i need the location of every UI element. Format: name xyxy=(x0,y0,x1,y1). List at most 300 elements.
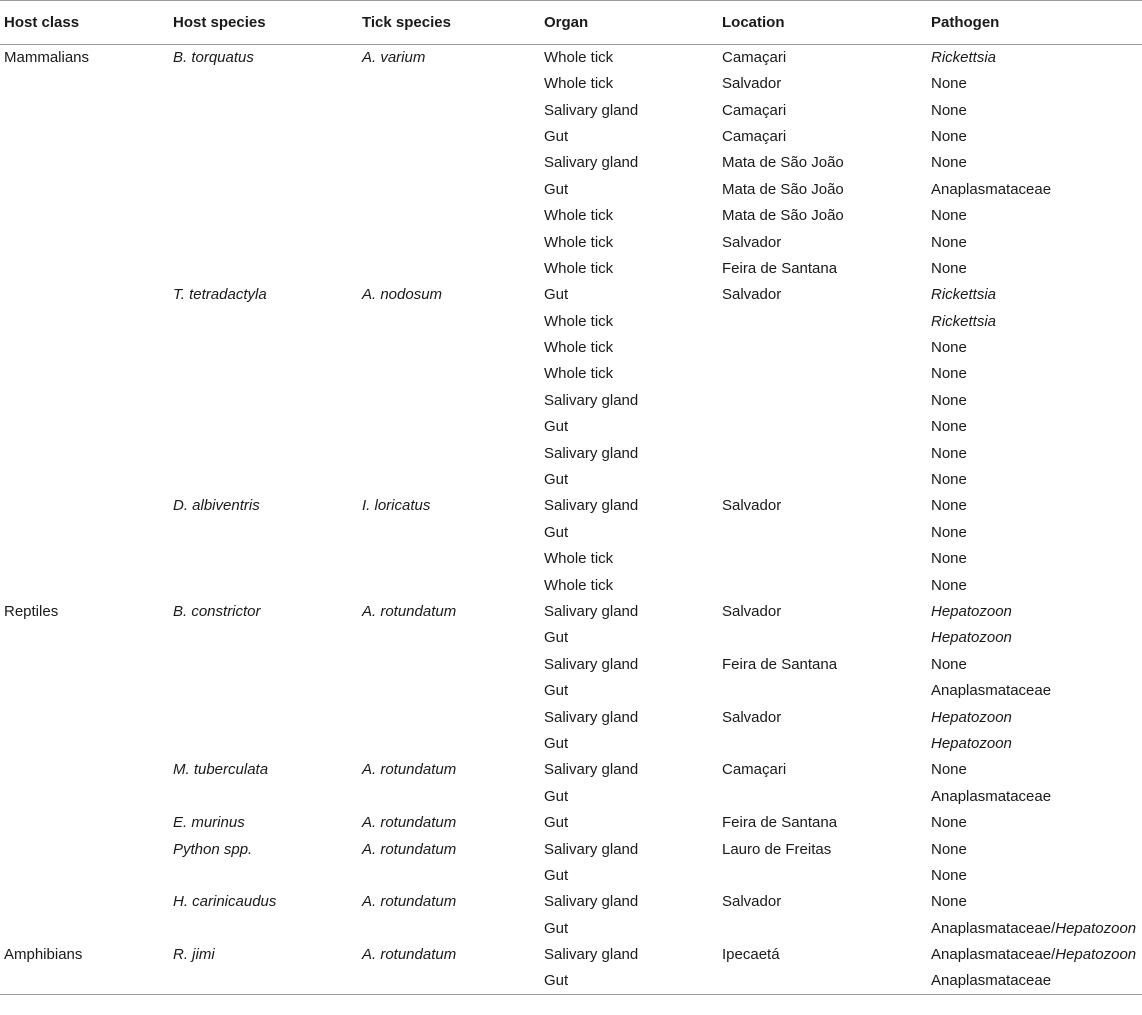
cell-pathogen xyxy=(927,150,1142,176)
cell-host-species-text: M. tuberculata xyxy=(173,761,269,779)
cell-organ-text: Salivary gland xyxy=(544,444,639,462)
cell-pathogen-text: Anaplasmataceae/ xyxy=(931,946,1056,964)
cell-host-species xyxy=(169,810,358,836)
cell-location xyxy=(718,916,927,942)
cell-tick-species-text: A. nodosum xyxy=(362,286,443,304)
cell-location xyxy=(718,678,927,704)
cell-host-species xyxy=(169,309,358,335)
cell-location xyxy=(718,97,927,123)
cell-location xyxy=(718,256,927,282)
cell-location-text: Salvador xyxy=(722,286,782,304)
cell-pathogen-text: None xyxy=(931,497,967,515)
cell-organ xyxy=(540,361,718,387)
cell-location-text: Salvador xyxy=(722,497,782,515)
cell-location xyxy=(718,361,927,387)
cell-tick-species xyxy=(358,282,540,308)
cell-organ-text: Gut xyxy=(544,286,569,304)
cell-organ-text: Whole tick xyxy=(544,49,614,66)
cell-pathogen-text: None xyxy=(931,259,967,277)
cell-host-species xyxy=(169,388,358,414)
cell-pathogen xyxy=(927,45,1142,72)
cell-location xyxy=(718,757,927,783)
table-row xyxy=(0,678,1142,704)
cell-organ xyxy=(540,704,718,730)
cell-pathogen-suffix: Hepatozoon xyxy=(1055,946,1137,964)
cell-host-species xyxy=(169,229,358,255)
cell-location-text: Mata de São João xyxy=(722,180,844,198)
cell-host-species xyxy=(169,45,358,72)
table-row xyxy=(0,309,1142,335)
cell-location xyxy=(718,282,927,308)
cell-location xyxy=(718,863,927,889)
cell-location-text: Lauro de Freitas xyxy=(722,840,832,858)
cell-host-species xyxy=(169,784,358,810)
cell-pathogen xyxy=(927,229,1142,255)
cell-location-text: Salvador xyxy=(722,893,782,911)
cell-host-species-text: Python spp. xyxy=(173,840,253,858)
cell-pathogen xyxy=(927,810,1142,836)
table-row xyxy=(0,863,1142,889)
cell-organ xyxy=(540,625,718,651)
cell-host-species xyxy=(169,757,358,783)
cell-host-class xyxy=(0,652,169,678)
cell-tick-species xyxy=(358,625,540,651)
cell-tick-species xyxy=(358,704,540,730)
cell-pathogen-text: None xyxy=(931,814,967,832)
cell-tick-species xyxy=(358,124,540,150)
table-row xyxy=(0,916,1142,942)
cell-pathogen-text: Anaplasmataceae xyxy=(931,682,1052,700)
cell-pathogen-text: None xyxy=(931,840,967,858)
table-row xyxy=(0,968,1142,995)
cell-organ-text: Salivary gland xyxy=(544,603,639,620)
cell-host-class xyxy=(0,177,169,203)
cell-pathogen xyxy=(927,942,1142,968)
table-row xyxy=(0,467,1142,493)
cell-location xyxy=(718,784,927,810)
cell-host-class-text: Reptiles xyxy=(4,603,59,620)
cell-host-species xyxy=(169,97,358,123)
cell-location-text: Camaçari xyxy=(722,49,787,66)
cell-host-species xyxy=(169,256,358,282)
cell-host-species-text: B. constrictor xyxy=(173,603,261,620)
cell-pathogen xyxy=(927,757,1142,783)
cell-host-class xyxy=(0,335,169,361)
cell-organ-text: Salivary gland xyxy=(544,101,639,119)
cell-pathogen-text: None xyxy=(931,761,967,779)
cell-location xyxy=(718,150,927,176)
table-row xyxy=(0,520,1142,546)
cell-organ xyxy=(540,599,718,625)
cell-location-text: Feira de Santana xyxy=(722,814,838,832)
cell-location-text: Salvador xyxy=(722,233,782,251)
cell-tick-species xyxy=(358,731,540,757)
table-row xyxy=(0,784,1142,810)
cell-location-text: Feira de Santana xyxy=(722,259,838,277)
table-row xyxy=(0,256,1142,282)
cell-organ xyxy=(540,71,718,97)
cell-organ-text: Salivary gland xyxy=(544,154,639,172)
header-organ: Organ xyxy=(540,1,718,45)
cell-pathogen-text: Anaplasmataceae xyxy=(931,787,1052,805)
cell-location xyxy=(718,810,927,836)
cell-pathogen xyxy=(927,467,1142,493)
cell-host-species xyxy=(169,361,358,387)
cell-pathogen xyxy=(927,652,1142,678)
cell-organ-text: Whole tick xyxy=(544,576,614,594)
cell-host-species xyxy=(169,440,358,466)
cell-tick-species-text: A. rotundatum xyxy=(362,840,457,858)
table-row xyxy=(0,335,1142,361)
cell-host-species xyxy=(169,863,358,889)
cell-organ xyxy=(540,942,718,968)
table-row xyxy=(0,625,1142,651)
cell-host-species xyxy=(169,467,358,493)
cell-pathogen xyxy=(927,625,1142,651)
cell-organ xyxy=(540,45,718,72)
cell-tick-species xyxy=(358,784,540,810)
cell-tick-species-text: A. rotundatum xyxy=(362,814,457,832)
cell-pathogen xyxy=(927,784,1142,810)
cell-organ xyxy=(540,493,718,519)
cell-tick-species xyxy=(358,335,540,361)
cell-pathogen-text: None xyxy=(931,523,967,541)
cell-location xyxy=(718,467,927,493)
cell-pathogen-text: Anaplasmataceae xyxy=(931,180,1052,198)
cell-location xyxy=(718,177,927,203)
cell-host-species-text: B. torquatus xyxy=(173,49,254,66)
table-row xyxy=(0,572,1142,598)
cell-organ-text: Salivary gland xyxy=(544,893,639,911)
cell-location xyxy=(718,229,927,255)
cell-host-species xyxy=(169,942,358,968)
cell-location-text: Ipecaetá xyxy=(722,946,780,964)
cell-pathogen-text: None xyxy=(931,127,967,145)
cell-organ xyxy=(540,440,718,466)
header-row xyxy=(0,1,1142,45)
table-row xyxy=(0,757,1142,783)
cell-location xyxy=(718,546,927,572)
table-row xyxy=(0,361,1142,387)
cell-location-text: Camaçari xyxy=(722,761,787,779)
table-row xyxy=(0,546,1142,572)
table-row xyxy=(0,836,1142,862)
cell-host-species xyxy=(169,177,358,203)
cell-location xyxy=(718,309,927,335)
table-row xyxy=(0,282,1142,308)
cell-organ-text: Gut xyxy=(544,418,569,436)
header-host-class: Host class xyxy=(0,1,169,45)
cell-tick-species-text: A. varium xyxy=(362,49,426,66)
cell-host-class xyxy=(0,388,169,414)
cell-organ xyxy=(540,916,718,942)
cell-host-class xyxy=(0,256,169,282)
cell-host-species xyxy=(169,678,358,704)
table-row xyxy=(0,71,1142,97)
cell-organ-text: Gut xyxy=(544,180,569,198)
cell-organ xyxy=(540,731,718,757)
cell-tick-species xyxy=(358,493,540,519)
cell-host-species xyxy=(169,599,358,625)
cell-location xyxy=(718,124,927,150)
cell-host-species xyxy=(169,968,358,995)
cell-pathogen-text: Hepatozoon xyxy=(931,708,1012,726)
cell-organ-text: Gut xyxy=(544,629,569,647)
cell-organ-text: Gut xyxy=(544,682,569,700)
cell-organ xyxy=(540,889,718,915)
cell-location xyxy=(718,335,927,361)
cell-pathogen-text: None xyxy=(931,866,967,884)
cell-organ xyxy=(540,335,718,361)
header-host-species: Host species xyxy=(169,1,358,45)
cell-tick-species-text: I. loricatus xyxy=(362,497,431,515)
cell-organ xyxy=(540,863,718,889)
cell-organ-text: Gut xyxy=(544,972,569,990)
cell-pathogen-text: None xyxy=(931,418,967,436)
cell-host-species xyxy=(169,836,358,862)
header-location: Location xyxy=(718,1,927,45)
cell-host-species xyxy=(169,203,358,229)
cell-organ xyxy=(540,150,718,176)
cell-organ-text: Whole tick xyxy=(544,207,614,225)
cell-pathogen xyxy=(927,388,1142,414)
table-row xyxy=(0,97,1142,123)
cell-host-class xyxy=(0,731,169,757)
cell-organ-text: Salivary gland xyxy=(544,708,639,726)
cell-location xyxy=(718,889,927,915)
table-header xyxy=(0,1,1142,45)
cell-host-class xyxy=(0,784,169,810)
cell-organ xyxy=(540,177,718,203)
table-row xyxy=(0,203,1142,229)
cell-organ-text: Gut xyxy=(544,787,569,805)
cell-pathogen-text: Anaplasmataceae/ xyxy=(931,919,1056,937)
cell-host-class xyxy=(0,45,169,72)
cell-host-species xyxy=(169,546,358,572)
cell-pathogen xyxy=(927,335,1142,361)
cell-location xyxy=(718,704,927,730)
cell-pathogen xyxy=(927,440,1142,466)
cell-host-species xyxy=(169,731,358,757)
cell-organ xyxy=(540,256,718,282)
cell-host-class xyxy=(0,968,169,995)
cell-pathogen-text: None xyxy=(931,576,967,594)
cell-tick-species xyxy=(358,889,540,915)
cell-host-species xyxy=(169,572,358,598)
cell-pathogen xyxy=(927,256,1142,282)
cell-pathogen-text: None xyxy=(931,101,967,119)
cell-tick-species xyxy=(358,467,540,493)
cell-organ-text: Whole tick xyxy=(544,233,614,251)
cell-location-text: Salvador xyxy=(722,708,782,726)
cell-location xyxy=(718,572,927,598)
cell-organ-text: Gut xyxy=(544,127,569,145)
cell-organ xyxy=(540,97,718,123)
cell-organ-text: Salivary gland xyxy=(544,761,639,779)
cell-host-class xyxy=(0,440,169,466)
cell-organ xyxy=(540,229,718,255)
cell-tick-species xyxy=(358,388,540,414)
cell-organ-text: Whole tick xyxy=(544,365,614,383)
cell-organ-text: Whole tick xyxy=(544,312,614,330)
header-pathogen: Pathogen xyxy=(927,1,1142,45)
cell-host-class xyxy=(0,757,169,783)
cell-pathogen xyxy=(927,731,1142,757)
cell-location xyxy=(718,836,927,862)
cell-organ xyxy=(540,203,718,229)
cell-pathogen xyxy=(927,309,1142,335)
cell-host-class xyxy=(0,229,169,255)
cell-organ-text: Whole tick xyxy=(544,259,614,277)
cell-host-species xyxy=(169,889,358,915)
cell-organ xyxy=(540,836,718,862)
cell-pathogen xyxy=(927,414,1142,440)
table-row xyxy=(0,942,1142,968)
cell-tick-species-text: A. rotundatum xyxy=(362,893,457,911)
cell-host-class xyxy=(0,889,169,915)
cell-host-species-text: T. tetradactyla xyxy=(173,286,267,304)
cell-host-class xyxy=(0,150,169,176)
cell-tick-species xyxy=(358,546,540,572)
cell-tick-species xyxy=(358,414,540,440)
cell-host-species-text: H. carinicaudus xyxy=(173,893,277,911)
cell-location-text: Salvador xyxy=(722,603,782,620)
cell-host-species-text: E. murinus xyxy=(173,814,245,832)
cell-organ xyxy=(540,968,718,995)
cell-organ xyxy=(540,282,718,308)
cell-tick-species xyxy=(358,836,540,862)
cell-pathogen-suffix: Hepatozoon xyxy=(1055,919,1137,937)
cell-location xyxy=(718,599,927,625)
cell-location xyxy=(718,968,927,995)
header-tick-species: Tick species xyxy=(358,1,540,45)
cell-location xyxy=(718,203,927,229)
cell-organ xyxy=(540,678,718,704)
cell-pathogen-text: None xyxy=(931,154,967,172)
cell-host-class xyxy=(0,625,169,651)
table-row xyxy=(0,177,1142,203)
cell-location xyxy=(718,414,927,440)
cell-host-species xyxy=(169,652,358,678)
cell-pathogen-text: None xyxy=(931,893,967,911)
cell-pathogen-text: Rickettsia xyxy=(931,49,997,66)
cell-tick-species xyxy=(358,599,540,625)
cell-organ-text: Salivary gland xyxy=(544,946,639,964)
cell-organ-text: Salivary gland xyxy=(544,497,639,515)
cell-organ xyxy=(540,388,718,414)
cell-tick-species xyxy=(358,520,540,546)
cell-pathogen xyxy=(927,361,1142,387)
cell-pathogen xyxy=(927,124,1142,150)
cell-tick-species xyxy=(358,177,540,203)
cell-location xyxy=(718,493,927,519)
cell-host-species xyxy=(169,520,358,546)
table-row xyxy=(0,704,1142,730)
cell-location-text: Camaçari xyxy=(722,101,787,119)
cell-organ-text: Whole tick xyxy=(544,75,614,93)
cell-pathogen xyxy=(927,493,1142,519)
cell-pathogen-text: Rickettsia xyxy=(931,286,997,304)
cell-pathogen xyxy=(927,177,1142,203)
cell-pathogen xyxy=(927,863,1142,889)
cell-host-class xyxy=(0,704,169,730)
cell-organ-text: Whole tick xyxy=(544,550,614,568)
table-row xyxy=(0,229,1142,255)
cell-location xyxy=(718,625,927,651)
cell-location-text: Salvador xyxy=(722,75,782,93)
cell-host-species xyxy=(169,71,358,97)
cell-pathogen-text: None xyxy=(931,471,967,489)
cell-pathogen-text: None xyxy=(931,444,967,462)
cell-pathogen xyxy=(927,968,1142,995)
cell-organ-text: Gut xyxy=(544,866,569,884)
cell-tick-species xyxy=(358,863,540,889)
cell-organ-text: Whole tick xyxy=(544,339,614,357)
cell-pathogen xyxy=(927,282,1142,308)
cell-pathogen xyxy=(927,572,1142,598)
cell-pathogen-text: None xyxy=(931,339,967,357)
cell-host-class xyxy=(0,572,169,598)
cell-host-species xyxy=(169,916,358,942)
cell-host-class xyxy=(0,414,169,440)
cell-organ xyxy=(540,414,718,440)
cell-organ-text: Gut xyxy=(544,471,569,489)
cell-pathogen xyxy=(927,678,1142,704)
cell-tick-species xyxy=(358,97,540,123)
cell-tick-species xyxy=(358,361,540,387)
cell-host-species xyxy=(169,282,358,308)
cell-pathogen-text: None xyxy=(931,550,967,568)
cell-host-species-text: R. jimi xyxy=(173,946,215,964)
cell-location xyxy=(718,652,927,678)
cell-host-class xyxy=(0,97,169,123)
cell-host-species xyxy=(169,124,358,150)
cell-location xyxy=(718,71,927,97)
cell-pathogen-text: Hepatozoon xyxy=(931,603,1012,620)
cell-organ-text: Gut xyxy=(544,523,569,541)
cell-host-class xyxy=(0,124,169,150)
cell-tick-species xyxy=(358,757,540,783)
cell-tick-species xyxy=(358,652,540,678)
cell-tick-species xyxy=(358,229,540,255)
cell-organ-text: Gut xyxy=(544,734,569,752)
table-row xyxy=(0,810,1142,836)
table-row xyxy=(0,889,1142,915)
cell-tick-species xyxy=(358,678,540,704)
cell-pathogen xyxy=(927,889,1142,915)
cell-host-species xyxy=(169,150,358,176)
table-row xyxy=(0,731,1142,757)
cell-tick-species xyxy=(358,968,540,995)
cell-pathogen xyxy=(927,520,1142,546)
cell-host-class xyxy=(0,836,169,862)
cell-host-class xyxy=(0,916,169,942)
cell-location xyxy=(718,388,927,414)
cell-organ xyxy=(540,757,718,783)
cell-host-species xyxy=(169,414,358,440)
cell-host-species xyxy=(169,625,358,651)
cell-location xyxy=(718,440,927,466)
cell-organ xyxy=(540,810,718,836)
cell-host-class xyxy=(0,810,169,836)
cell-organ-text: Gut xyxy=(544,814,569,832)
cell-pathogen-text: Anaplasmataceae xyxy=(931,972,1052,990)
cell-host-species xyxy=(169,704,358,730)
cell-pathogen-text: None xyxy=(931,391,967,409)
cell-host-class xyxy=(0,203,169,229)
cell-host-class xyxy=(0,546,169,572)
cell-pathogen xyxy=(927,71,1142,97)
